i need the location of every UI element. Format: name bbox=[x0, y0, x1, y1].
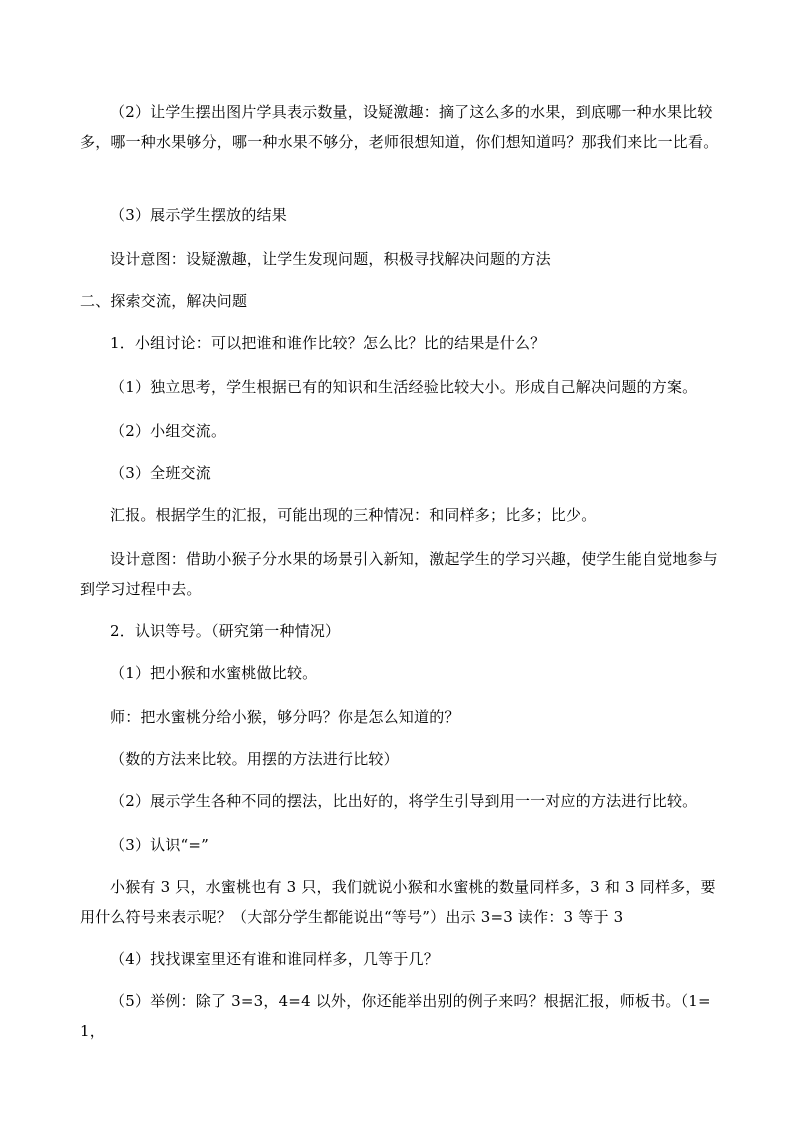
paragraph-fruit-comparison: （2）让学生摆出图片学具表示数量，设疑激趣：摘了这么多的水果，到底哪一种水果比较多，哪一种水果够分，哪一种水果不够分，老师很想知道，你们想知道吗？那我们来比一比看。 bbox=[80, 103, 719, 151]
section-heading-explore: 二、探索交流，解决问题 bbox=[80, 292, 248, 310]
paragraph-examples: （5）举例：除了 3=3，4=4 以外，你还能举出别的例子来吗？根据汇报，师板书。（1=1， bbox=[80, 992, 711, 1040]
paragraph-design-intent-2: 设计意图：借助小猴子分水果的场景引入新知，激起学生的学习兴趣，使学生能自觉地参与到学习过程中去。 bbox=[80, 550, 719, 598]
paragraph-group-exchange: （2）小组交流。 bbox=[110, 422, 227, 440]
paragraph-equal-sign-heading: 2．认识等号。（研究第一种情况） bbox=[110, 622, 341, 640]
paragraph-class-exchange: （3）全班交流 bbox=[110, 464, 211, 482]
paragraph-monkey-peach: （1）把小猴和水蜜桃做比较。 bbox=[110, 664, 318, 682]
paragraph-classroom-search: （4）找找课室里还有谁和谁同样多，几等于几？ bbox=[110, 950, 439, 968]
paragraph-counting-method: （数的方法来比较。用摆的方法进行比较） bbox=[110, 750, 399, 768]
paragraph-three-equals-three: 小猴有 3 只，水蜜桃也有 3 只，我们就说小猴和水蜜桃的数量同样多，3 和 3 同样多，要用什么符号来表示呢？（大部分学生都能说出“等号”）出示 3=3 读作：3 等于 3 bbox=[80, 878, 716, 926]
paragraph-report: 汇报。根据学生的汇报，可能出现的三种情况：和同样多；比多；比少。 bbox=[110, 506, 597, 524]
paragraph-one-to-one: （2）展示学生各种不同的摆法，比出好的，将学生引导到用一一对应的方法进行比较。 bbox=[110, 792, 698, 810]
paragraph-group-discussion: 1．小组讨论：可以把谁和谁作比较？怎么比？比的结果是什么？ bbox=[110, 334, 546, 352]
paragraph-independent-thinking: （1）独立思考，学生根据已有的知识和生活经验比较大小。形成自己解决问题的方案。 bbox=[110, 378, 698, 396]
paragraph-show-results: （3）展示学生摆放的结果 bbox=[110, 206, 287, 224]
paragraph-teacher-question: 师：把水蜜桃分给小猴，够分吗？你是怎么知道的？ bbox=[110, 708, 460, 726]
paragraph-design-intent-1: 设计意图：设疑激趣，让学生发现问题，积极寻找解决问题的方法 bbox=[110, 250, 551, 268]
paragraph-recognize-equals: （3）认识“=” bbox=[110, 836, 210, 854]
